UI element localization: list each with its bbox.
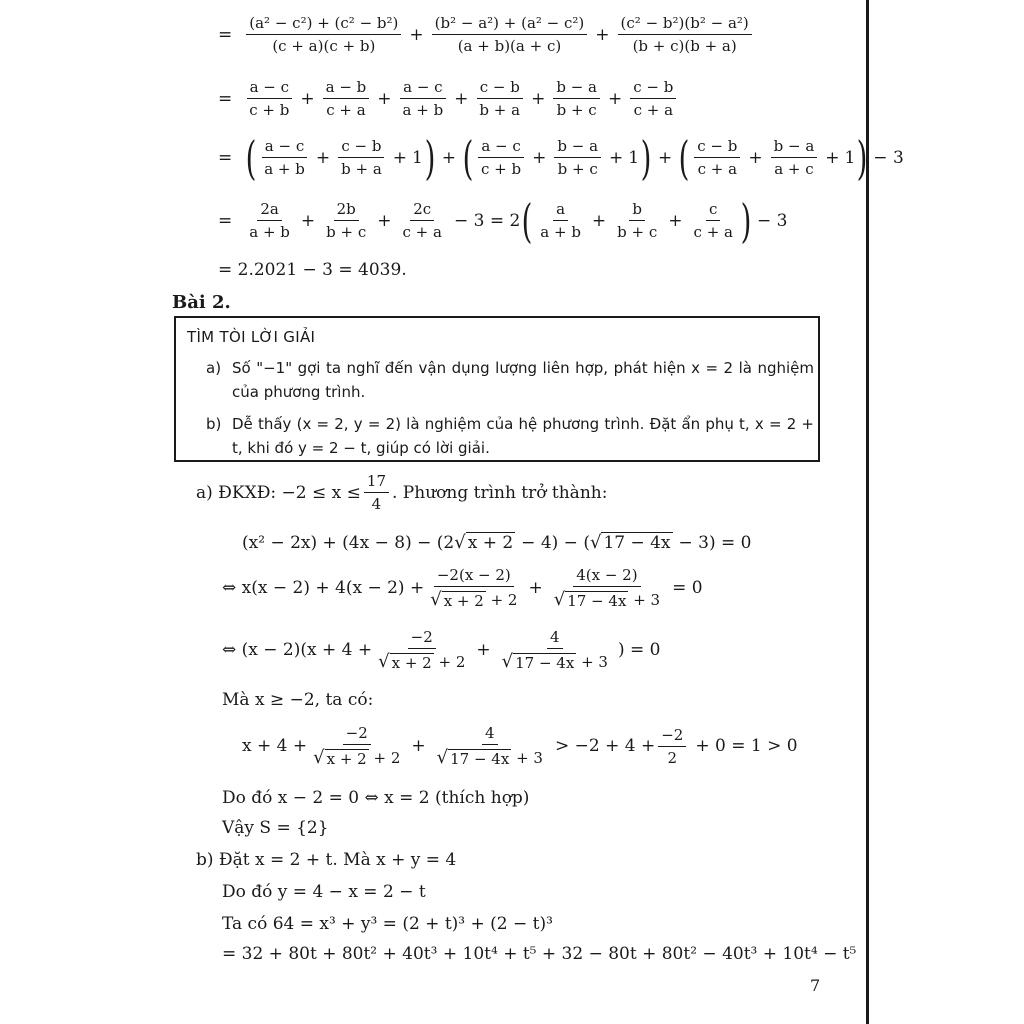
numerator: −2(x − 2) — [434, 566, 514, 587]
numerator: −2 — [343, 724, 371, 745]
fraction — [553, 78, 600, 119]
denominator: (b + c)(b + a) — [632, 37, 737, 55]
eq-text: − 3) = 0 — [678, 532, 752, 553]
denominator: 2 — [667, 748, 678, 767]
ma-line: Mà x ≥ −2, ta có: — [222, 690, 374, 710]
fraction — [537, 200, 584, 241]
denominator: c + b — [481, 160, 522, 178]
page-number: 7 — [810, 976, 821, 995]
paren: ( — [678, 130, 690, 185]
denominator: b + c — [326, 223, 367, 241]
paren: ) — [424, 130, 436, 185]
paren: ) — [856, 130, 868, 185]
radicand: x + 2 — [391, 654, 432, 672]
fraction — [323, 200, 369, 241]
conclusion-line: Do đó x − 2 = 0 ⇔ x = 2 (thích hợp) — [222, 788, 530, 808]
equals-sign: = — [218, 210, 233, 231]
fraction — [478, 137, 524, 178]
fraction — [771, 137, 818, 178]
eq-text: ⇔ (x − 2)(x + 4 + — [222, 640, 373, 660]
numerator: a − c — [400, 78, 445, 99]
radicand: x + 2 — [443, 592, 484, 610]
fraction — [432, 14, 588, 55]
denominator: b + c — [556, 101, 597, 119]
den-plus: + 3 — [581, 653, 608, 671]
numerator: a − c — [247, 78, 292, 99]
domain-line — [196, 472, 607, 513]
fraction — [338, 137, 385, 178]
fraction — [246, 200, 293, 241]
fraction — [375, 628, 468, 672]
numerator: a − c — [478, 137, 523, 158]
numerator: (b² − a²) + (a² − c²) — [432, 14, 588, 35]
sqrt: √ 17 − 4x — [589, 532, 671, 553]
fraction — [476, 78, 523, 119]
derivation-line-1 — [218, 14, 755, 55]
numerator: 2c — [410, 200, 434, 221]
denominator: a + b — [264, 160, 305, 178]
part-b-line-2: Do đó y = 4 − x = 2 − t — [222, 882, 426, 902]
denominator: b + a — [479, 101, 521, 119]
eq-text: > −2 + 4 + — [554, 736, 656, 756]
eq-text: ⇔ x(x − 2) + 4(x − 2) + — [222, 578, 425, 598]
numerator: 2a — [257, 200, 282, 221]
eq-text: x + 4 + — [242, 736, 308, 756]
paren: ( — [245, 130, 257, 185]
numerator: c − b — [630, 78, 676, 99]
denominator: √ x + 2 + 2 — [430, 589, 518, 610]
denominator: b + a — [341, 160, 382, 178]
radicand: 17 − 4x — [450, 750, 510, 768]
part-b-line-3: Ta có 64 = x³ + y³ = (2 + t)³ + (2 − t)³ — [222, 914, 553, 934]
hint-box — [174, 316, 820, 462]
equals-sign: = — [218, 24, 233, 45]
hint-a-label: a) — [206, 359, 222, 377]
equals-sign: = — [218, 147, 233, 168]
fraction — [630, 78, 676, 119]
numerator: 4 — [547, 628, 563, 649]
den-plus: + 3 — [516, 749, 543, 767]
eq-text: + 0 = 1 > 0 — [695, 736, 798, 756]
denominator: a + b — [540, 223, 581, 241]
domain-suffix: . Phương trình trở thành: — [392, 482, 608, 503]
fraction — [400, 78, 447, 119]
denominator: c + a — [633, 101, 674, 119]
radicand: 17 − 4x — [515, 654, 575, 672]
denominator: b + c — [617, 223, 658, 241]
radicand: x + 2 — [467, 533, 514, 553]
denominator: a + b — [249, 223, 290, 241]
mid-text: − 3 = 2 — [453, 210, 521, 231]
numerator: a — [553, 200, 568, 221]
eq-text: ) = 0 — [617, 640, 661, 660]
sqrt: √ x + 2 — [454, 532, 514, 553]
equation-2: ⇔ x(x − 2) + 4(x − 2) + −2(x − 2) √ x + 2 + 2 + 4(x − 2) √ 17 − 4x + 3 = 0 — [222, 566, 703, 610]
denominator: (a + b)(a + c) — [457, 37, 562, 55]
denominator: a + c — [774, 160, 814, 178]
one: 1 — [628, 147, 640, 168]
paren: ) — [640, 130, 652, 185]
equals-sign: = — [218, 88, 233, 109]
numerator: c − b — [477, 78, 523, 99]
den-plus: + 2 — [373, 749, 401, 767]
numerator: c − b — [338, 137, 384, 158]
denominator: √ 17 − 4x + 3 — [501, 651, 608, 672]
numerator: b − a — [554, 137, 601, 158]
derivation-line-5: = 2.2021 − 3 = 4039. — [218, 260, 407, 280]
numerator: b — [629, 200, 645, 221]
paren: ( — [462, 130, 474, 185]
numerator: −2 — [408, 628, 436, 649]
fraction — [427, 566, 520, 610]
plus: + — [409, 24, 424, 45]
fraction — [658, 726, 686, 767]
denominator: √ 17 − 4x + 3 — [553, 589, 661, 610]
denominator: √ x + 2 + 2 — [378, 651, 466, 672]
section-heading: Bài 2. — [172, 292, 231, 313]
numerator: (a² − c²) + (c² − b²) — [246, 14, 401, 35]
eq-text: − 4) − ( — [521, 532, 590, 553]
fraction — [551, 566, 663, 610]
fraction — [554, 137, 601, 178]
fraction — [691, 200, 736, 241]
equation-1 — [242, 532, 752, 553]
numerator: c — [706, 200, 720, 221]
numerator: c − b — [694, 137, 740, 158]
denominator: 4 — [371, 495, 382, 513]
hint-a-text: Số "−1" gợi ta nghĩ đến vận dụng lượng liên hợp, phát hiện x = 2 là nghiệm của phương trình. — [232, 359, 814, 401]
hint-box-title: TÌM TÒI LỜI GIẢI — [187, 328, 316, 346]
numerator: a − c — [262, 137, 307, 158]
den-plus: + 2 — [438, 653, 466, 671]
denominator: √ 17 − 4x + 3 — [436, 747, 543, 768]
hint-b-text: Dễ thấy (x = 2, y = 2) là nghiệm của hệ phương trình. Đặt ẩn phụ t, x = 2 + t, khi đó y = 2 − t, giúp có lời giải. — [232, 415, 814, 457]
paren: ) — [740, 193, 752, 248]
hint-b-label: b) — [206, 415, 222, 433]
den-plus: + 3 — [633, 591, 661, 609]
denominator: c + b — [249, 101, 290, 119]
hint-b — [206, 412, 814, 460]
plus: + — [595, 24, 610, 45]
numerator: b − a — [771, 137, 818, 158]
part-b-line-1: b) Đặt x = 2 + t. Mà x + y = 4 — [196, 850, 457, 870]
denominator: c + a — [402, 223, 442, 241]
derivation-line-3: = ( $\frac{a - c}{a + b}$ + $\frac{c - b}{b + a}$ + 1 ) + ( $\frac{a - c}{c + b}$ + $\frac{b - a}{b + c}$ + 1 ) + ( $\frac{c - b}{c + a}$ + $\frac{b - a}{a + c}$ + 1 ) − 3 — [218, 130, 904, 185]
numerator: 4(x − 2) — [573, 566, 640, 587]
radicand: x + 2 — [326, 750, 367, 768]
numerator: (c² − b²)(b² − a²) — [618, 14, 752, 35]
part-b-line-4: = 32 + 80t + 80t² + 40t³ + 10t⁴ + t⁵ + 32 − 80t + 80t² − 40t³ + 10t⁴ − t⁵ — [222, 944, 857, 964]
radicand: 17 − 4x — [603, 533, 671, 553]
paren: ( — [521, 193, 533, 248]
fraction — [246, 78, 292, 119]
radicand: 17 − 4x — [567, 592, 627, 610]
denominator: c + a — [693, 223, 733, 241]
fraction — [614, 200, 660, 241]
denominator: (c + a)(c + b) — [272, 37, 376, 55]
den-plus: + 2 — [490, 591, 518, 609]
derivation-line-4: = $\frac{2a}{a + b}$ + $\frac{2b}{b + c}$ + $\frac{2c}{c + a}$ − 3 = 2 ( $\frac{a}{a + b}$ + $\frac{b}{b + c}$ + $\frac{c}{c + a}$ ) − 3 — [218, 193, 788, 248]
denominator: c + a — [697, 160, 738, 178]
numerator: −2 — [658, 726, 686, 747]
denominator: a + b — [402, 101, 444, 119]
fraction — [310, 724, 403, 768]
eq-text: = 0 — [672, 578, 703, 598]
fraction — [323, 78, 370, 119]
numerator: 17 — [364, 472, 389, 493]
numerator: a − b — [323, 78, 370, 99]
solution-set-line: Vậy S = {2} — [222, 818, 329, 838]
one: 1 — [844, 147, 856, 168]
denominator: c + a — [326, 101, 366, 119]
tail: − 3 — [756, 210, 788, 231]
hint-a — [206, 356, 814, 404]
fraction — [434, 724, 546, 768]
tail: − 3 — [873, 147, 904, 168]
fraction — [499, 628, 611, 672]
domain-prefix: a) ĐKXĐ: −2 ≤ x ≤ — [196, 482, 361, 503]
derivation-line-2: = $\frac{a - c}{c + b}$ + $\frac{a - b}{c + a}$ + $\frac{a - c}{a + b}$ + $\frac{c - b}{b + a}$ + $\frac{b - a}{b + c}$ + $\frac{c - b}{c + a}$ — [218, 78, 679, 119]
inequality: x + 4 + −2 √ x + 2 + 2 + 4 √ 17 − 4x + 3 > −2 + 4 + $\frac{-2}{2}$ + 0 = 1 > 0 — [242, 724, 798, 768]
denominator: b + c — [557, 160, 598, 178]
fraction — [618, 14, 752, 55]
fraction — [694, 137, 740, 178]
fraction — [400, 200, 445, 241]
eq-text: (x² − 2x) + (4x − 8) − (2 — [242, 532, 455, 553]
numerator: b − a — [553, 78, 600, 99]
fraction — [364, 472, 389, 513]
one: 1 — [412, 147, 423, 168]
equation-3: ⇔ (x − 2)(x + 4 + −2 √ x + 2 + 2 + 4 √ 17 − 4x + 3 ) = 0 — [222, 628, 661, 672]
denominator: √ x + 2 + 2 — [313, 747, 401, 768]
numerator: 4 — [482, 724, 498, 745]
fraction — [246, 14, 401, 55]
fraction — [261, 137, 308, 178]
numerator: 2b — [334, 200, 359, 221]
